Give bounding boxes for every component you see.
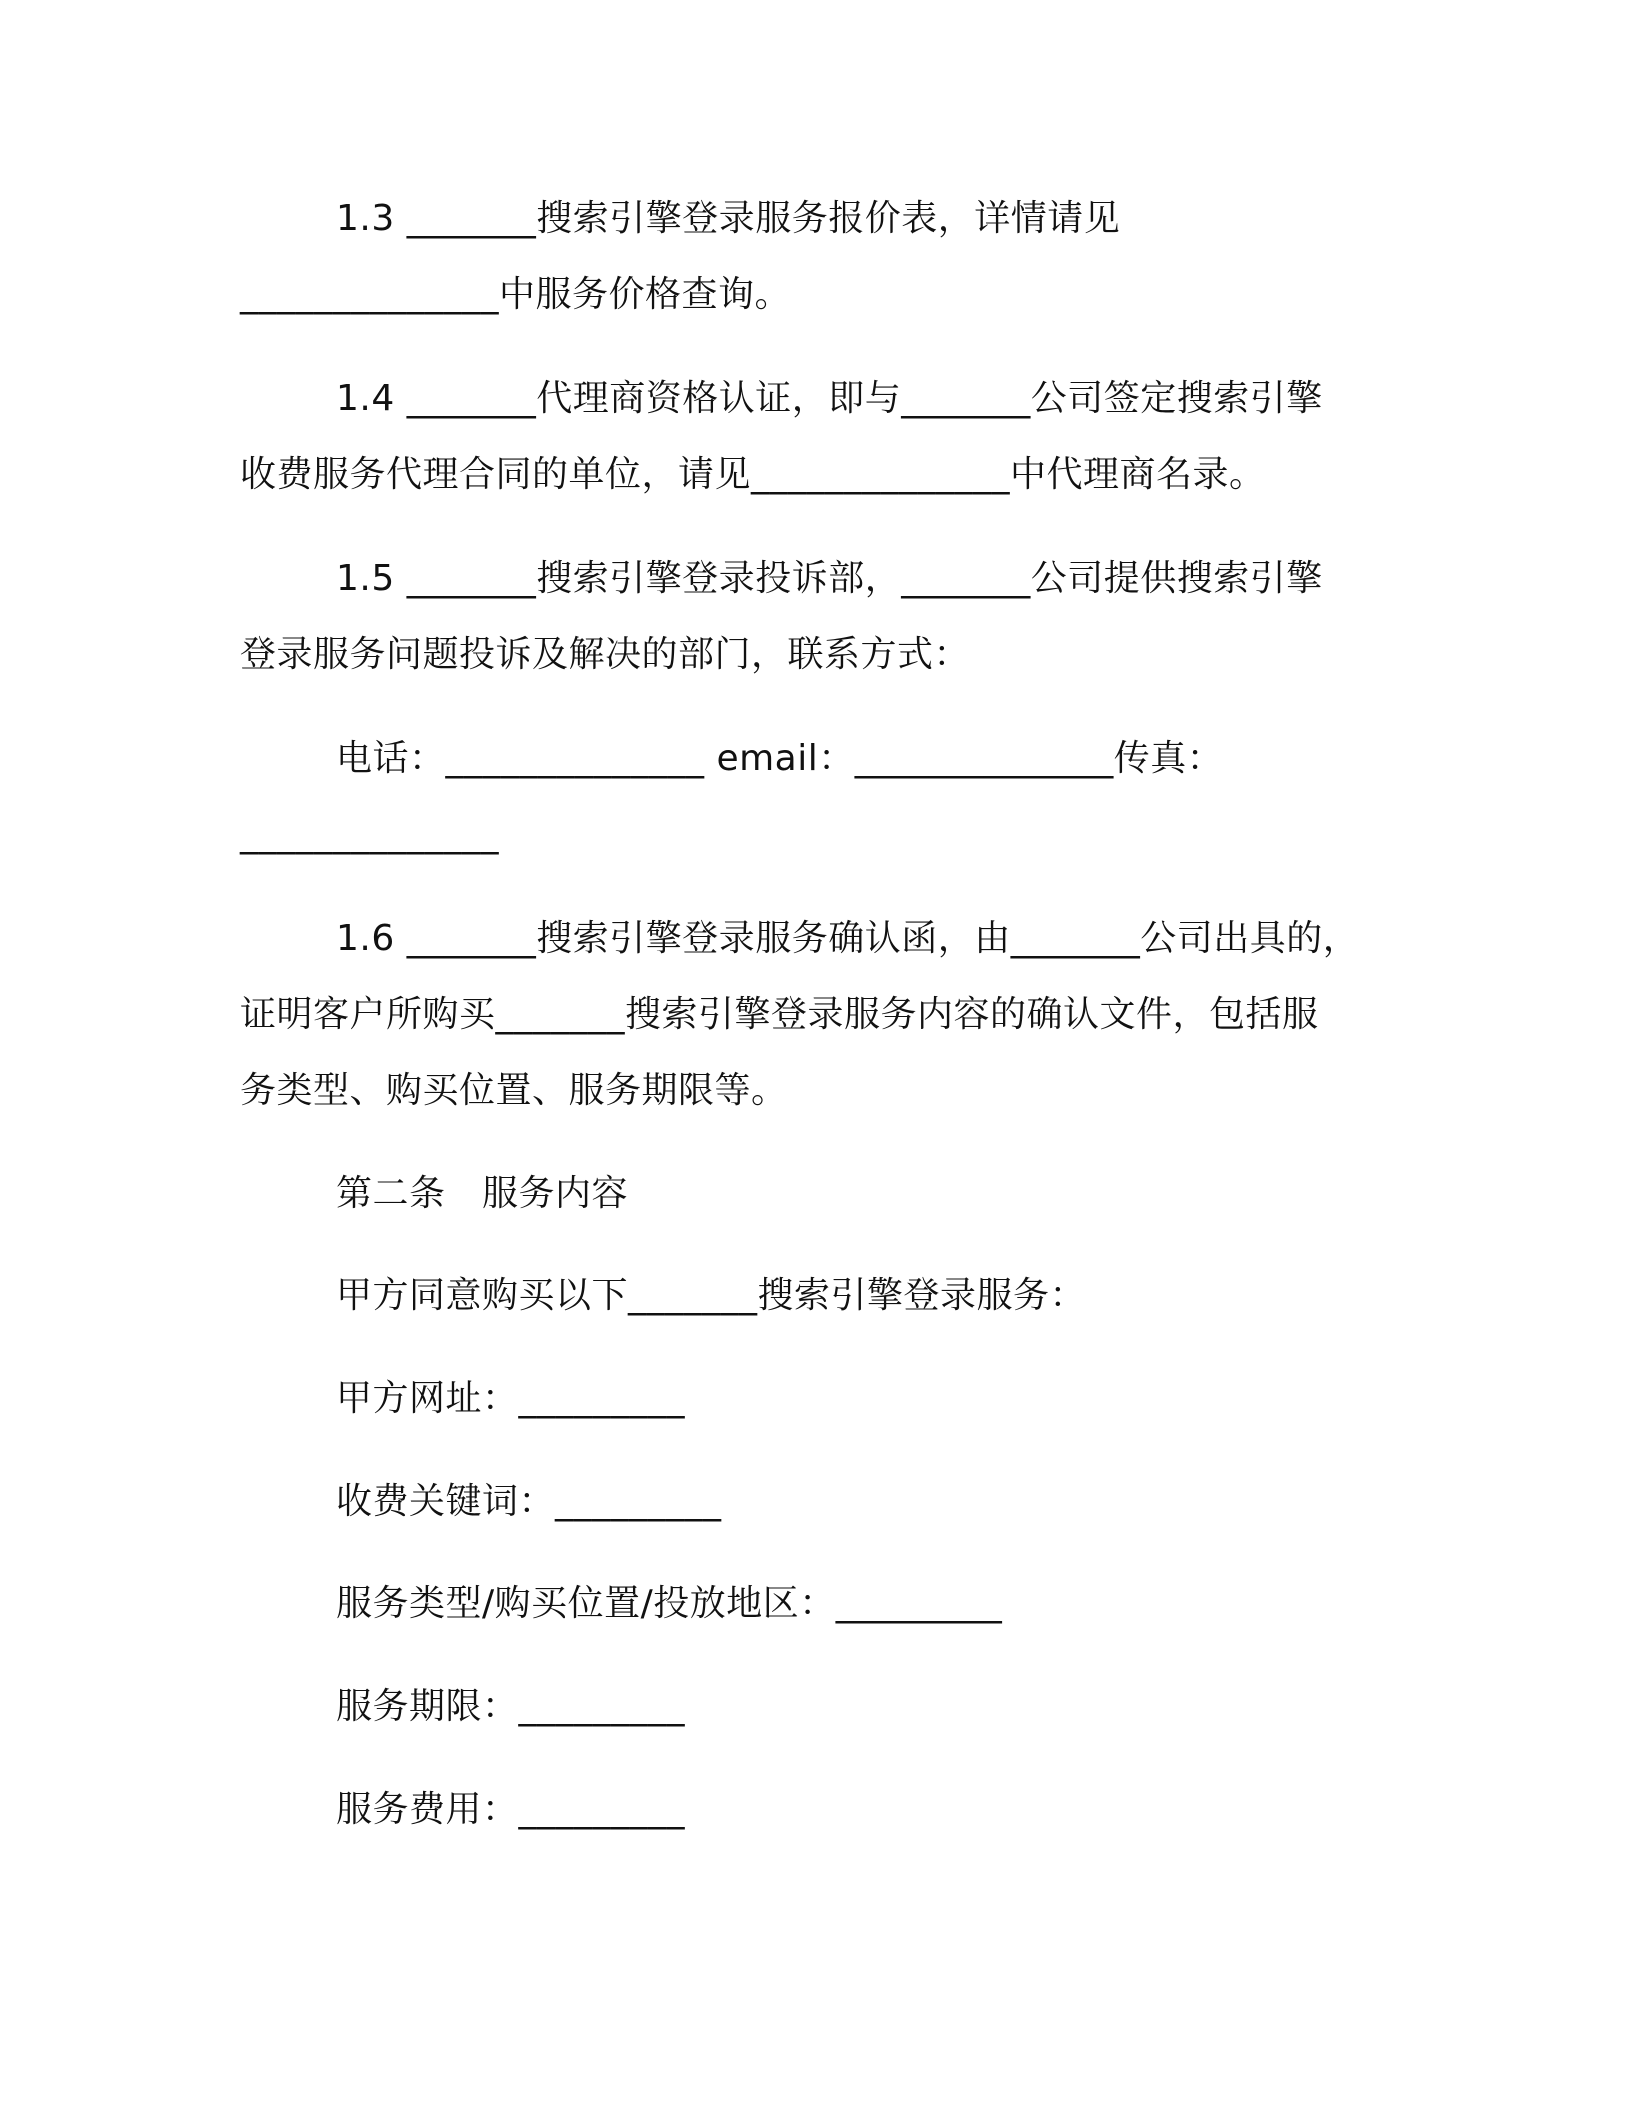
service-intro: 甲方同意购买以下_______搜索引擎登录服务： [336, 1275, 1087, 1316]
field-website: 甲方网址：_________ [336, 1378, 686, 1419]
field-service-period: 服务期限：_________ [336, 1686, 686, 1727]
clause-1-6-line-1: 1.6 _______搜索引擎登录服务确认函，由_______公司出具的， [336, 918, 1360, 959]
fax-blank-line: ______________ [240, 814, 499, 855]
field-service-type: 服务类型/购买位置/投放地区：_________ [336, 1583, 1003, 1624]
article-heading: 第二条 服务内容 [336, 1173, 629, 1214]
clause-1-6-line-3: 务类型、购买位置、服务期限等。 [240, 1070, 788, 1111]
clause-1-3-line-2: ______________中服务价格查询。 [240, 274, 792, 315]
field-service-fee: 服务费用：_________ [336, 1789, 686, 1830]
clause-1-6-line-2: 证明客户所购买_______搜索引擎登录服务内容的确认文件，包括服 [240, 994, 1319, 1035]
clause-1-3-line-1: 1.3 _______搜索引擎登录服务报价表，详情请见 [336, 198, 1121, 239]
clause-1-5-line-1: 1.5 _______搜索引擎登录投诉部，_______公司提供搜索引擎 [336, 558, 1323, 599]
clause-1-4-line-2: 收费服务代理合同的单位，请见______________中代理商名录。 [240, 454, 1266, 495]
contact-line: 电话：______________ email：______________传真： [336, 738, 1224, 779]
field-keywords: 收费关键词：_________ [336, 1481, 722, 1522]
clause-1-5-line-2: 登录服务问题投诉及解决的部门，联系方式： [240, 634, 971, 675]
clause-1-4-line-1: 1.4 _______代理商资格认证，即与_______公司签定搜索引擎 [336, 378, 1323, 419]
